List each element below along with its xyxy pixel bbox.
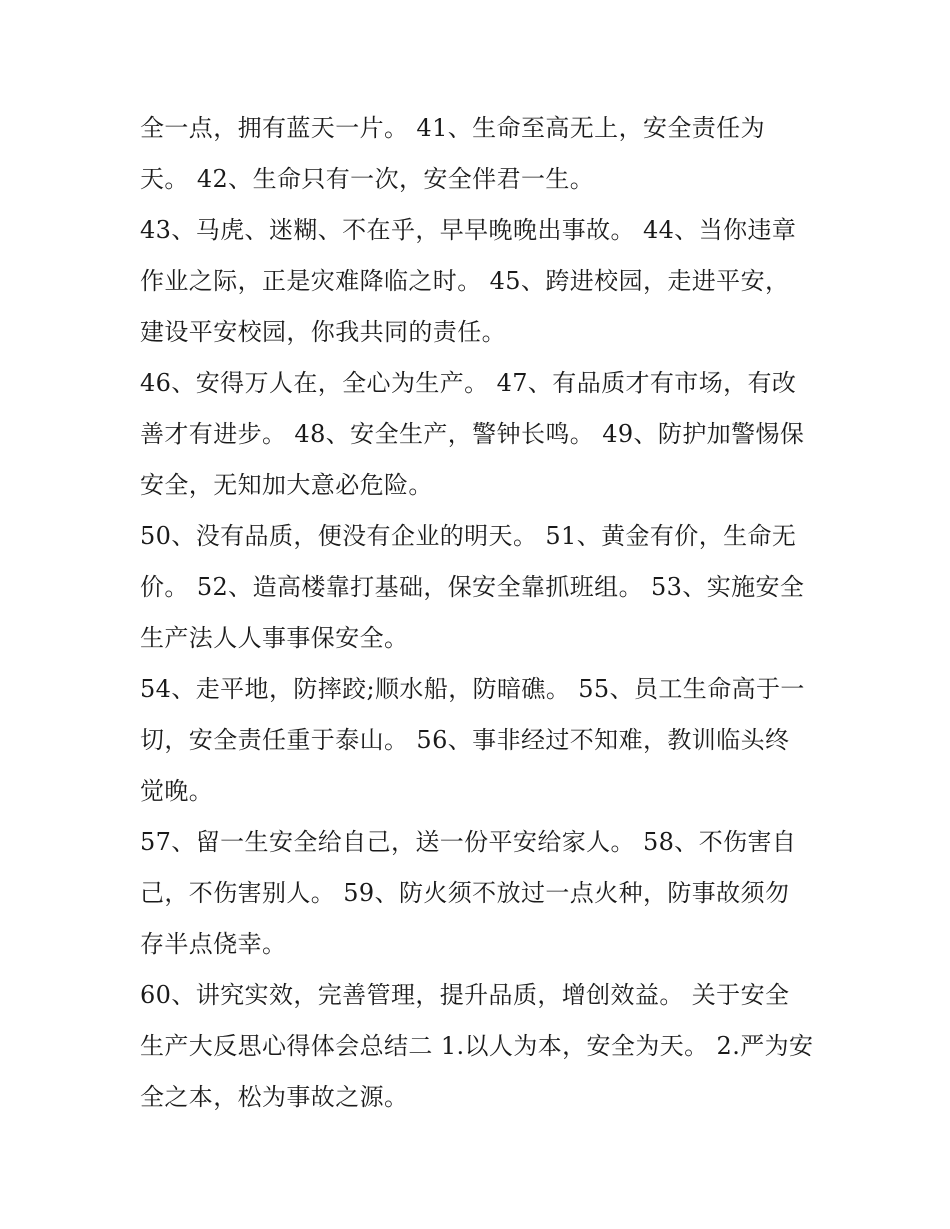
text-line: 46、安得万人在，全心为生产。 47、有品质才有市场，有改 [140, 369, 797, 397]
text-line: 己，不伤害别人。 59、防火须不放过一点火种，防事故须勿 [140, 879, 790, 907]
text-line: 43、马虎、迷糊、不在乎，早早晚晚出事故。 44、当你违章 [140, 216, 797, 244]
text-line: 安全，无知加大意必危险。 [140, 471, 433, 499]
text-line: 觉晚。 [140, 777, 214, 805]
text-line: 全一点，拥有蓝天一片。 41、生命至高无上，安全责任为 [140, 114, 765, 142]
document-body [140, 103, 820, 1123]
text-line: 50、没有品质，便没有企业的明天。 51、黄金有价，生命无 [140, 522, 797, 550]
text-line: 54、走平地，防摔跤;顺水船，防暗礁。 55、员工生命高于一 [140, 675, 805, 703]
text-line: 建设平安校园，你我共同的责任。 [140, 318, 506, 346]
text-line: 全之本，松为事故之源。 [140, 1083, 409, 1111]
text-line: 生产法人人事事保安全。 [140, 624, 409, 652]
text-line: 生产大反思心得体会总结二 1.以人为本，安全为天。 2.严为安 [140, 1032, 814, 1060]
text-line: 善才有进步。 48、安全生产，警钟长鸣。 49、防护加警惕保 [140, 420, 805, 448]
text-line: 切，安全责任重于泰山。 56、事非经过不知难，教训临头终 [140, 726, 790, 754]
text-line: 存半点侥幸。 [140, 930, 287, 958]
text-line: 价。 52、造高楼靠打基础，保安全靠抓班组。 53、实施安全 [140, 573, 805, 601]
text-line: 57、留一生安全给自己，送一份平安给家人。 58、不伤害自 [140, 828, 797, 856]
text-line: 天。 42、生命只有一次，安全伴君一生。 [140, 165, 595, 193]
text-line: 作业之际，正是灾难降临之时。 45、跨进校园，走进平安， [140, 267, 790, 295]
text-line: 60、讲究实效，完善管理，提升品质，增创效益。 关于安全 [140, 981, 790, 1009]
